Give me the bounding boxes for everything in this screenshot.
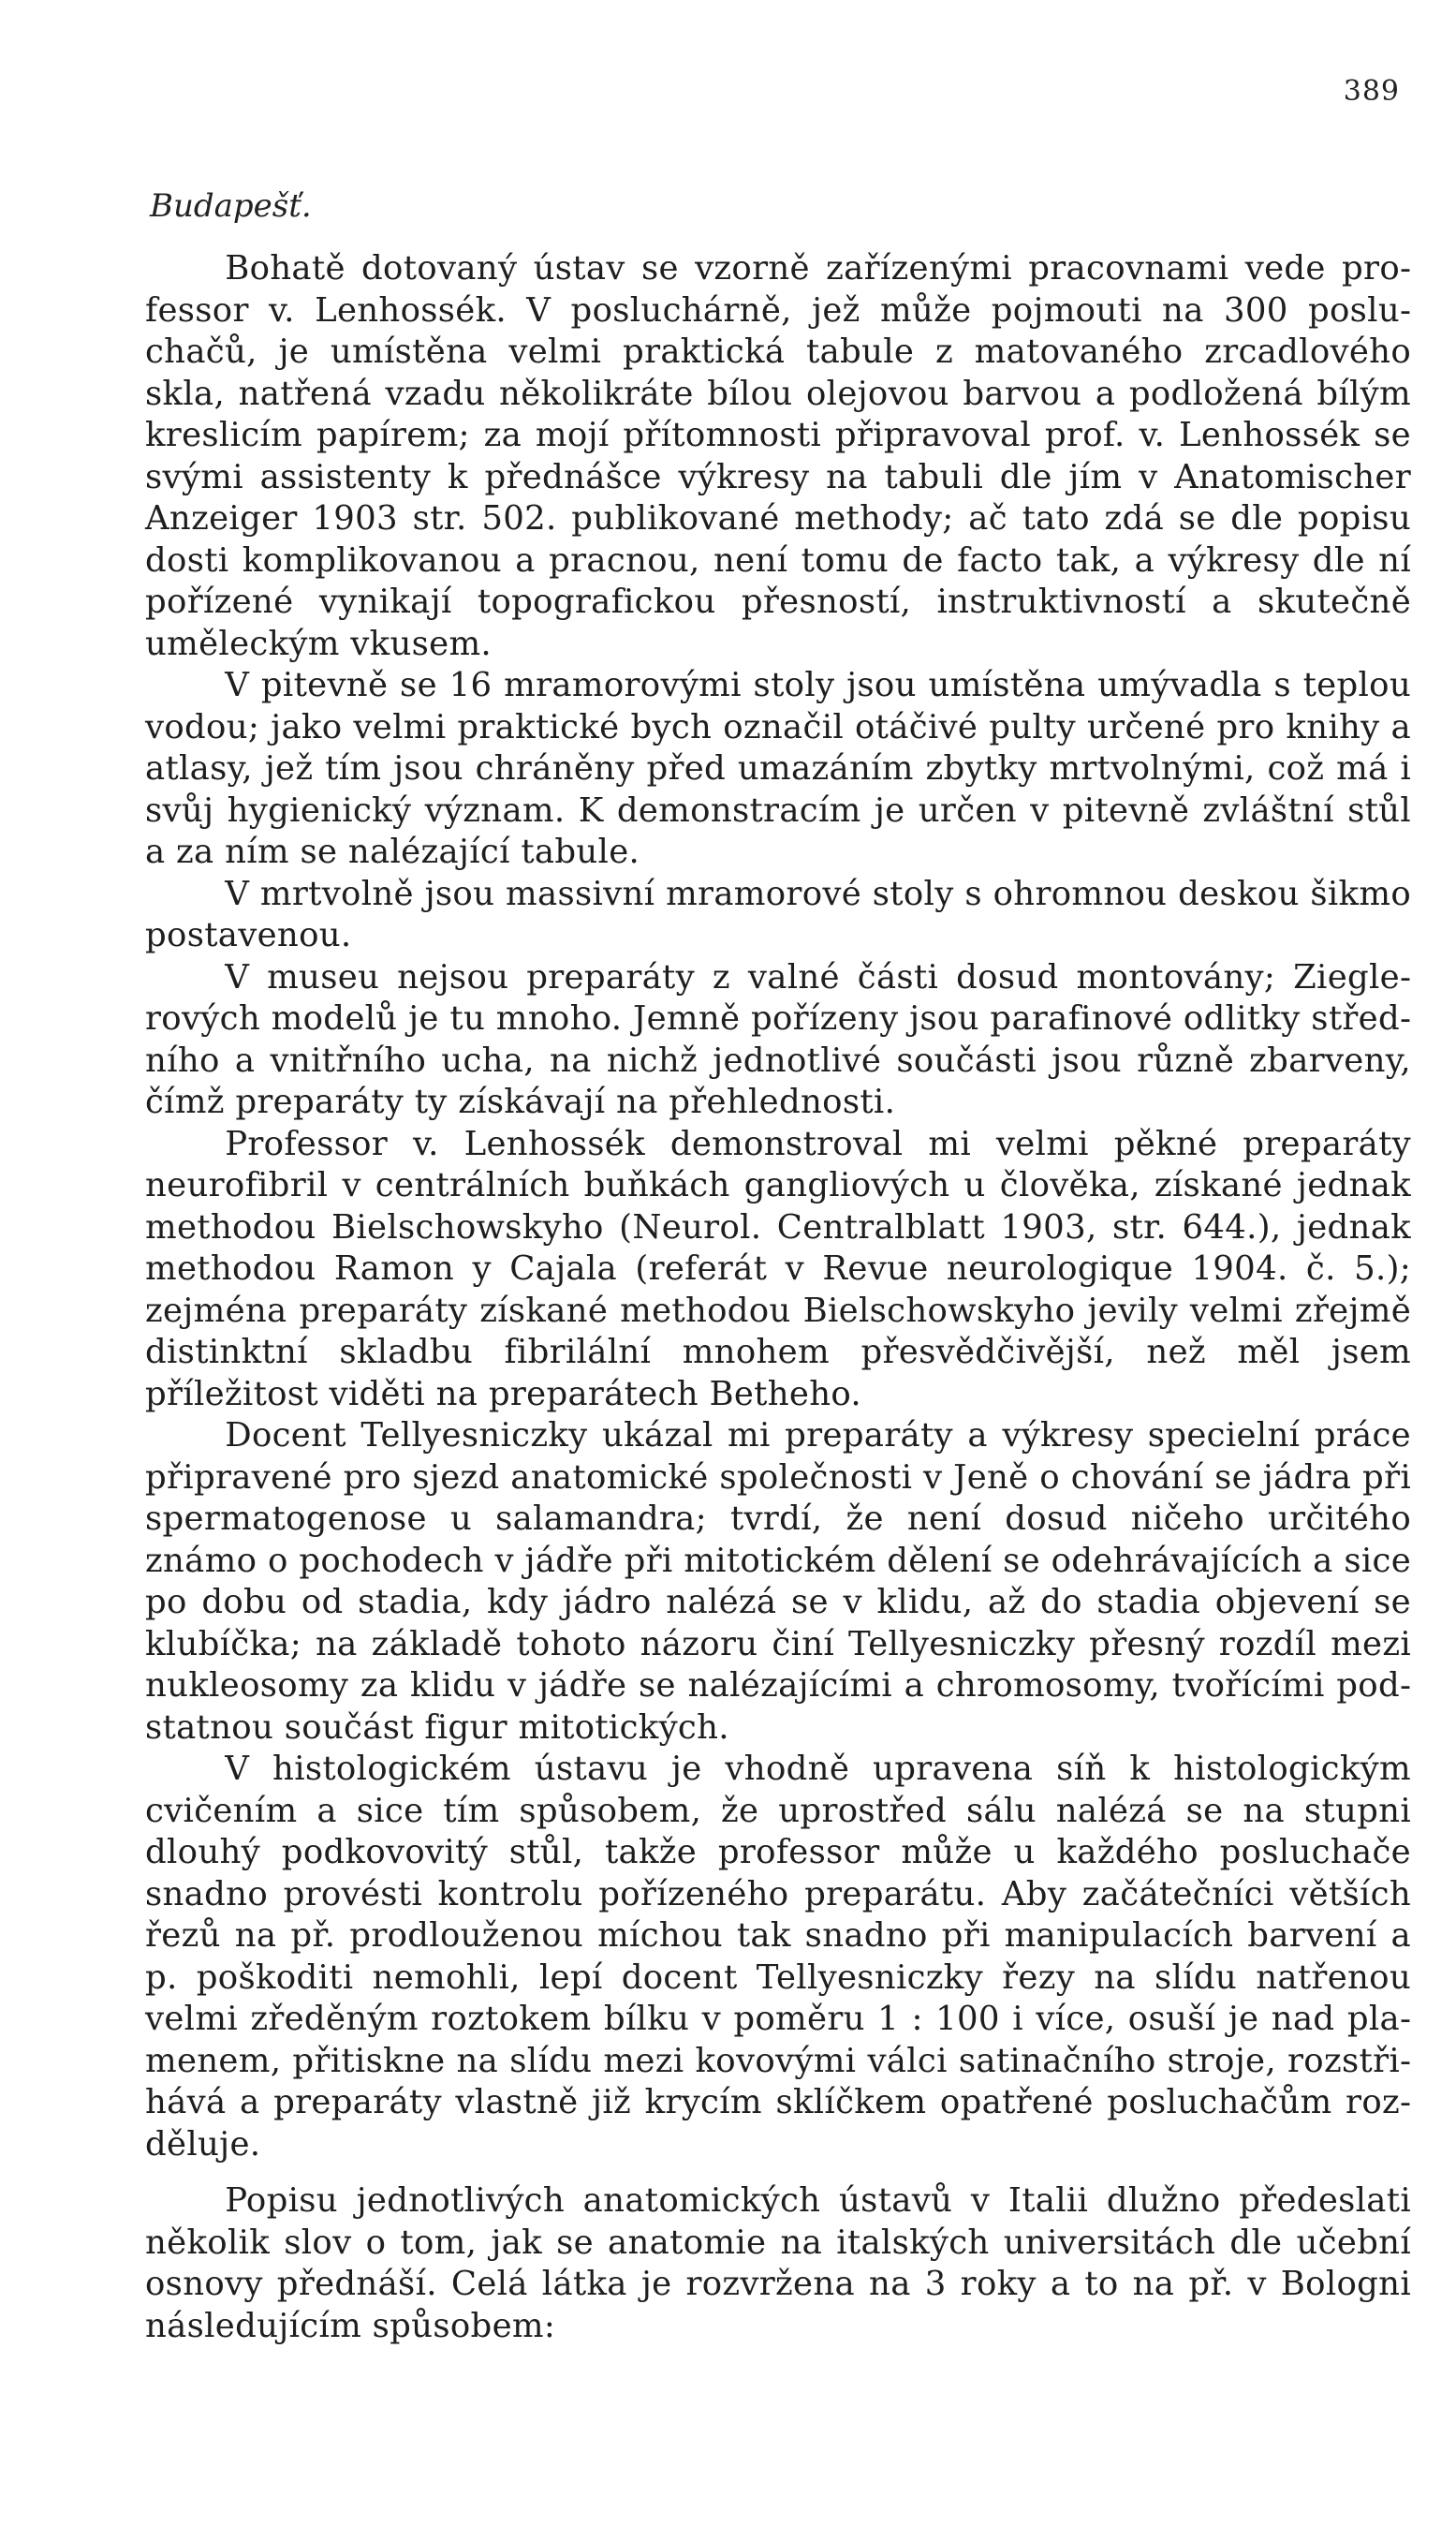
paragraph: Bohatě dotovaný ústav se vzorně zařízenými pracovnami vede professor v. Lenhossék. V posluchárně, jež může pojmouti na 300 posluchačů, je umístěna velmi praktická tabule z matovaného zrcadlového skla, natřená vzadu několikráte bílou olejovou barvou a podložená bílým kreslicím papírem; za mojí přítomnosti připravoval prof. v. Lenhossék se svými assistenty k přednášce výkresy na tabuli dle jím v Anatomischer Anzeiger 1903 str. 502. publikované methody; ač tato zdá se dle popisu dosti komplikovanou a pracnou, není tomu de facto tak, a výkresy dle ní pořízené vynikají topografickou přesností, instruktivností a skutečně uměleckým vkusem. [145,249,1411,663]
paragraph: V histologickém ústavu je vhodně upravena síň k histologickým cvičením a sice tím spůsobem, že uprostřed sálu nalézá se na stupni dlouhý podkovovitý stůl, takže professor může u každého posluchače snadno provésti kontrolu pořízeného preparátu. Aby začátečníci větších řezů na př. prodlouženou míchou tak snadno při manipulacích barvení a p. poškoditi nemohli, lepí docent Tellyesniczky řezy na slídu natřenou velmi zředěným roztokem bílku v poměru 1 : 100 i více, osuší je nad plamenem, přitiskne na slídu mezi kovovými válci satinačního stroje, rozstřihává a preparáty vlastně již krycím sklíčkem opatřené posluchačům rozděluje. [145,1750,1411,2164]
paragraph: V pitevně se 16 mramorovými stoly jsou umístěna umývadla s teplou vodou; jako velmi praktické bych označil otáčivé pulty určené pro knihy a atlasy, jež tím jsou chráněny před umazáním zbytky mrtvolnými, což má i svůj hygienický význam. K demonstracím je určen v pitevně zvláštní stůl a za ním se nalézající tabule. [145,666,1411,871]
body-text [145,248,1411,2347]
paragraph: Docent Tellyesniczky ukázal mi preparáty a výkresy specielní práce připravené pro sjezd anatomické společnosti v Jeně o chování se jádra při spermatogenose u salamandra; tvrdí, že není dosud ničeho určitého známo o pochodech v jádře při mitotickém dělení se odehrávajících a sice po dobu od stadia, kdy jádro nalézá se v klidu, až do stadia objevení se klubíčka; na základě tohoto názoru činí Tellyesniczky přesný rozdíl mezi nukleosomy za klidu v jádře se nalézajícími a chromosomy, tvořícími podstatnou součást figur mitotických. [145,1416,1411,1747]
paragraph: V mrtvolně jsou massivní mramorové stoly s ohromnou deskou šikmo postavenou. [145,874,1411,954]
page-number: 389 [1343,75,1400,108]
paragraph: Popisu jednotlivých anatomických ústavů v Italii dlužno předeslati několik slov o tom, jak se anatomie na italských universitách dle učební osnovy přednáší. Celá látka je rozvržena na 3 roky a to na př. v Bologni následujícím spůsobem: [145,2181,1411,2345]
paragraph: V museu nejsou preparáty z valné části dosud montovány; Zieglerových modelů je tu mnoho. Jemně pořízeny jsou parafinové odlitky středního a vnitřního ucha, na nichž jednotlivé součásti jsou různě zbarveny, čímž preparáty ty získávají na přehlednosti. [145,957,1411,1121]
paragraph: Professor v. Lenhossék demonstroval mi velmi pěkné preparáty neurofibril v centrálních buňkách gangliových u člověka, získané jednak methodou Bielschowskyho (Neurol. Centralblatt 1903, str. 644.), jednak methodou Ramon y Cajala (referát v Revue neurologique 1904. č. 5.); zejména preparáty získané methodou Bielschowskyho jevily velmi zřejmě distinktní skladbu fibrilální mnohem přesvědčivější, než měl jsem příležitost viděti na preparátech Betheho. [145,1124,1411,1413]
section-heading: Budapešť. [150,187,312,225]
